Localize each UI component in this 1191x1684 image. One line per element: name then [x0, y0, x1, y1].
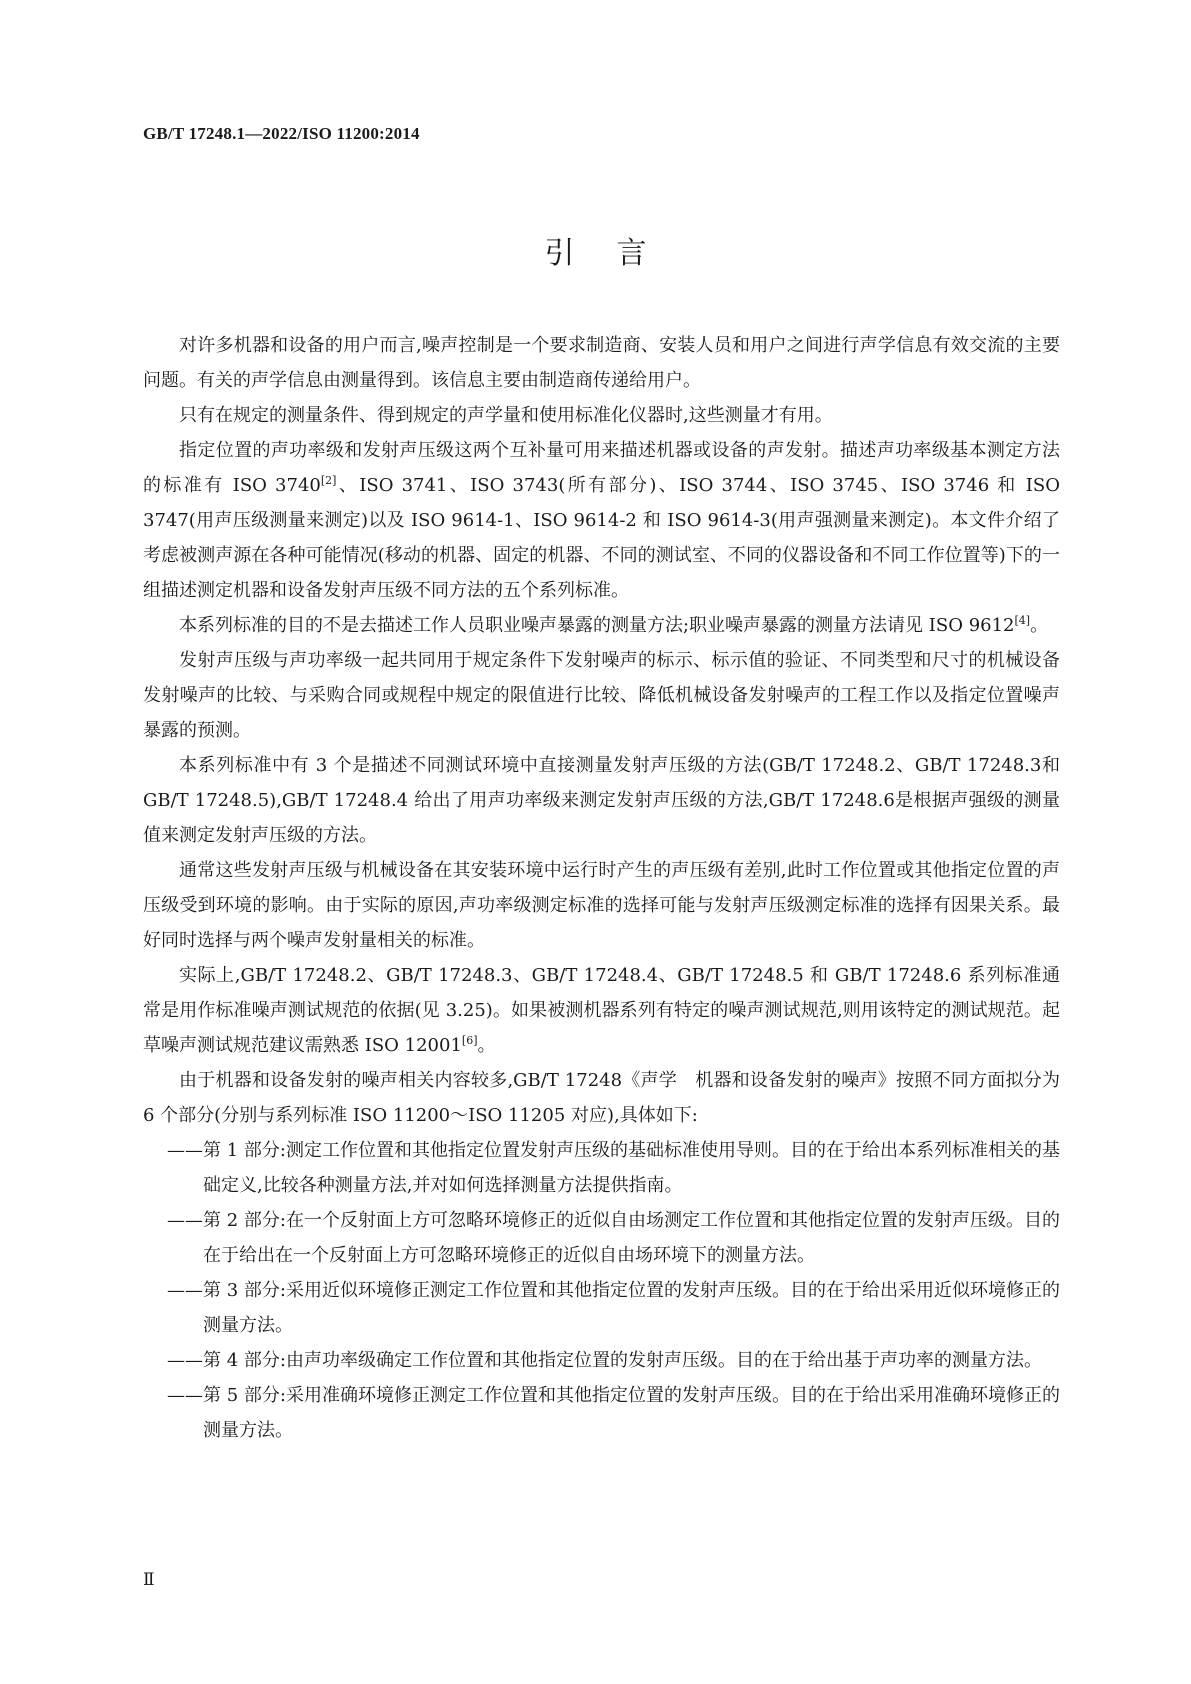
paragraph-4 — [143, 608, 1060, 643]
paragraph-2: 只有在规定的测量条件、得到规定的声学量和使用标准化仪器时,这些测量才有用。 — [179, 405, 833, 426]
list-item-text: 第 5 部分:采用准确环境修正测定工作位置和其他指定位置的发射声压级。目的在于给出采用准确环境修正的测量方法。 — [203, 1385, 1060, 1441]
paragraph-4-text-a: 本系列标准的目的不是去描述工作人员职业噪声暴露的测量方法;职业噪声暴露的测量方法请见 ISO 9612 — [179, 615, 1015, 636]
paragraph-8-text-a: 实际上,GB/T 17248.2、GB/T 17248.3、GB/T 17248.4、GB/T 17248.5 和 GB/T 17248.6 系列标准通常是用作标准噪声测试规范的依据(见 3.25)。如果被测机器系列有特定的噪声测试规范,则用该特定的测试规范。起草噪声测试规范建议需熟悉 ISO 12001 — [143, 965, 1060, 1056]
paragraph-4-text-b: 。 — [1030, 615, 1049, 636]
reference-6: [6] — [461, 1034, 478, 1047]
section-title: 引言 — [544, 236, 689, 271]
paragraph-7: 通常这些发射声压级与机械设备在其安装环境中运行时产生的声压级有差别,此时工作位置或其他指定位置的声压级受到环境的影响。由于实际的原因,声功率级测定标准的选择可能与发射声压级测定标准的选择有因果关系。最好同时选择与两个噪声发射量相关的标准。 — [143, 860, 1060, 951]
paragraph-1: 对许多机器和设备的用户而言,噪声控制是一个要求制造商、安装人员和用户之间进行声学信息有效交流的主要问题。有关的声学信息由测量得到。该信息主要由制造商传递给用户。 — [143, 335, 1060, 391]
paragraph-3-text-b: 、ISO 3741、ISO 3743(所有部分)、ISO 3744、ISO 3745、ISO 3746 和 ISO 3747(用声压级测量来测定)以及 ISO 9614-1、ISO 9614-2 和 ISO 9614-3(用声强测量来测定)。本文件介绍了考虑被测声源在各种可能情况(移动的机器、固定的机器、不同的测试室、不同的仪器设备和不同工作位置等)下的一组描述测定机器和设备发射声压级不同方法的五个系列标准。 — [143, 475, 1061, 601]
page-number: Ⅱ — [143, 1570, 155, 1589]
list-item — [143, 1378, 1060, 1448]
paragraph-9: 由于机器和设备发射的噪声相关内容较多,GB/T 17248《声学 机器和设备发射的噪声》按照不同方面拟分为 6 个部分(分别与系列标准 ISO 11200～ISO 11205 对应),具体如下: — [143, 1070, 1060, 1126]
list-item — [143, 1273, 1060, 1343]
list-item-text: 第 1 部分:测定工作位置和其他指定位置发射声压级的基础标准使用导则。目的在于给出本系列标准相关的基础定义,比较各种测量方法,并对如何选择测量方法提供指南。 — [203, 1140, 1060, 1196]
list-item-text: 第 3 部分:采用近似环境修正测定工作位置和其他指定位置的发射声压级。目的在于给出采用近似环境修正的测量方法。 — [203, 1280, 1060, 1336]
paragraph-6: 本系列标准中有 3 个是描述不同测试环境中直接测量发射声压级的方法(GB/T 17248.2、GB/T 17248.3和 GB/T 17248.5),GB/T 17248.4 给出了用声功率级来测定发射声压级的方法,GB/T 17248.6是根据声强级的测量值来测定发射声压级的方法。 — [143, 755, 1060, 846]
list-dash: —— — [167, 1140, 203, 1161]
paragraph-8 — [143, 958, 1060, 1063]
paragraph-3-text-a: 指定位置的声功率级和发射声压级这两个互补量可用来描述机器或设备的声发射。描述声功率级基本测定方法的标准有 ISO 3740 — [143, 440, 1060, 496]
paragraph-3 — [143, 433, 1060, 608]
list-dash: —— — [167, 1210, 203, 1231]
standard-number-header: GB/T 17248.1—2022/ISO 11200:2014 — [143, 124, 420, 143]
reference-2: [2] — [320, 474, 337, 487]
list-dash: —— — [167, 1385, 203, 1406]
list-item-text: 第 4 部分:由声功率级确定工作位置和其他指定位置的发射声压级。目的在于给出基于声功率的测量方法。 — [203, 1350, 1042, 1371]
paragraph-8-text-b: 。 — [477, 1035, 496, 1056]
body-text — [143, 328, 1060, 1448]
reference-4: [4] — [1014, 614, 1031, 627]
list-dash: —— — [167, 1280, 203, 1301]
list-item — [143, 1203, 1060, 1273]
list-dash: —— — [167, 1350, 203, 1371]
list-item-text: 第 2 部分:在一个反射面上方可忽略环境修正的近似自由场测定工作位置和其他指定位置的发射声压级。目的在于给出在一个反射面上方可忽略环境修正的近似自由场环境下的测量方法。 — [203, 1210, 1060, 1266]
paragraph-5: 发射声压级与声功率级一起共同用于规定条件下发射噪声的标示、标示值的验证、不同类型和尺寸的机械设备发射噪声的比较、与采购合同或规程中规定的限值进行比较、降低机械设备发射噪声的工程工作以及指定位置噪声暴露的预测。 — [143, 650, 1060, 741]
list-item — [143, 1343, 1060, 1378]
list-item — [143, 1133, 1060, 1203]
